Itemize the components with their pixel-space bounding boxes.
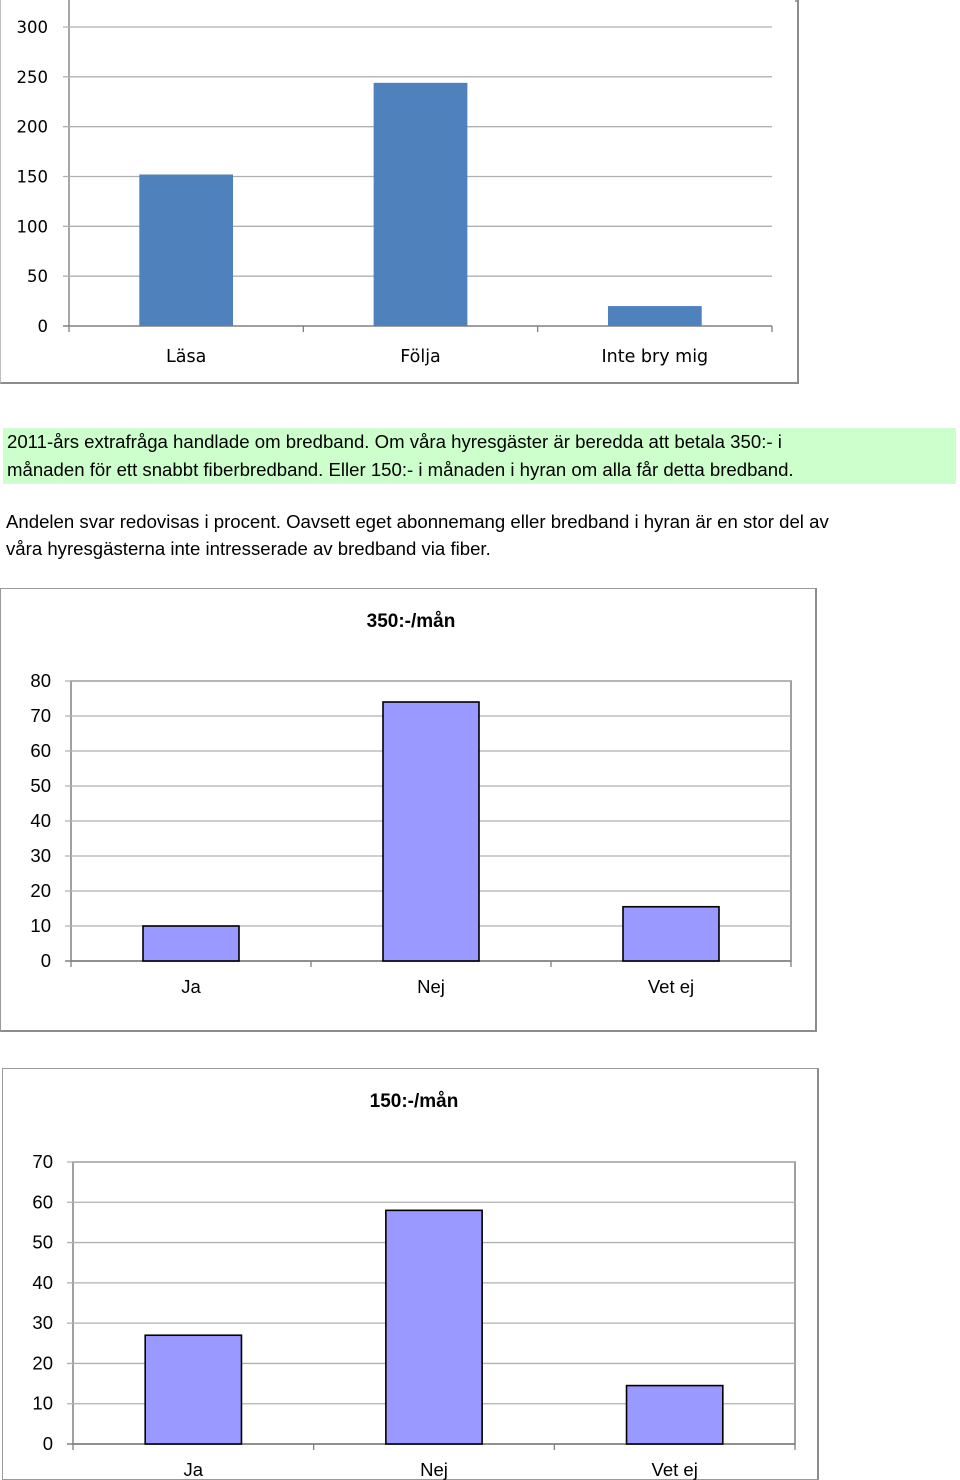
y-tick-label: 200 xyxy=(16,117,48,137)
y-tick-label: 30 xyxy=(30,845,51,866)
intro-line-1: 2011-års extrafråga handlade om bredband. Om våra hyresgäster är beredda att betala 350:- i xyxy=(7,431,782,452)
intro-text xyxy=(3,428,956,484)
description-line-2: våra hyresgästerna inte intresserade av bredband via fiber. xyxy=(6,538,491,559)
y-tick-label: 30 xyxy=(32,1312,53,1334)
x-category-label: Inte bry mig xyxy=(601,347,709,367)
bar-0 xyxy=(139,175,233,326)
bar-chart-reading xyxy=(1,0,797,382)
description-text xyxy=(6,508,956,562)
bar-1 xyxy=(374,83,468,326)
x-category-label: Läsa xyxy=(166,347,207,367)
intro-line-2: månaden för ett snabbt fiberbredband. Eller 150:- i månaden i hyran om alla får detta bredband. xyxy=(7,459,794,480)
y-tick-label: 250 xyxy=(16,67,48,87)
x-category-label: Vet ej xyxy=(651,1459,698,1480)
chart-panel-150 xyxy=(2,1068,819,1480)
bar-2 xyxy=(608,306,702,326)
description-line-1: Andelen svar redovisas i procent. Oavsett eget abonnemang eller bredband i hyran är en stor del av xyxy=(6,511,829,532)
y-tick-label: 100 xyxy=(16,217,48,237)
y-tick-label: 40 xyxy=(32,1271,53,1293)
x-category-label: Ja xyxy=(183,1459,204,1480)
x-category-label: Följa xyxy=(400,347,441,367)
bar-chart-350 xyxy=(1,589,815,1030)
chart-panel-350 xyxy=(0,588,817,1032)
y-tick-label: 60 xyxy=(30,740,51,761)
y-tick-label: 10 xyxy=(30,915,51,936)
y-tick-label: 20 xyxy=(30,880,51,901)
y-tick-label: 20 xyxy=(32,1352,53,1374)
y-tick-label: 60 xyxy=(32,1191,53,1213)
y-tick-label: 0 xyxy=(37,317,48,336)
y-tick-label: 50 xyxy=(30,775,51,796)
y-tick-label: 0 xyxy=(40,950,51,971)
y-tick-label: 50 xyxy=(27,267,48,287)
y-tick-label: 80 xyxy=(30,670,51,691)
x-category-label: Nej xyxy=(417,976,445,997)
chart-title: 150:-/mån xyxy=(369,1091,459,1112)
y-tick-label: 10 xyxy=(32,1392,53,1414)
y-tick-label: 50 xyxy=(32,1231,53,1253)
x-category-label: Ja xyxy=(181,976,201,997)
bar-1 xyxy=(386,1210,482,1444)
y-tick-label: 40 xyxy=(30,810,51,831)
chart-panel-reading xyxy=(0,0,799,384)
bar-1 xyxy=(383,702,479,961)
bar-2 xyxy=(623,907,719,961)
x-category-label: Vet ej xyxy=(647,976,695,997)
bar-2 xyxy=(627,1386,723,1444)
y-tick-label: 70 xyxy=(30,705,51,726)
y-tick-label: 70 xyxy=(32,1151,53,1172)
y-tick-label: 0 xyxy=(42,1433,53,1454)
bar-0 xyxy=(145,1335,241,1444)
bar-chart-150 xyxy=(3,1069,817,1479)
y-tick-label: 300 xyxy=(16,18,48,37)
chart-title: 350:-/mån xyxy=(366,611,456,632)
bar-0 xyxy=(143,926,239,961)
x-category-label: Nej xyxy=(420,1459,448,1480)
y-tick-label: 150 xyxy=(16,167,48,187)
